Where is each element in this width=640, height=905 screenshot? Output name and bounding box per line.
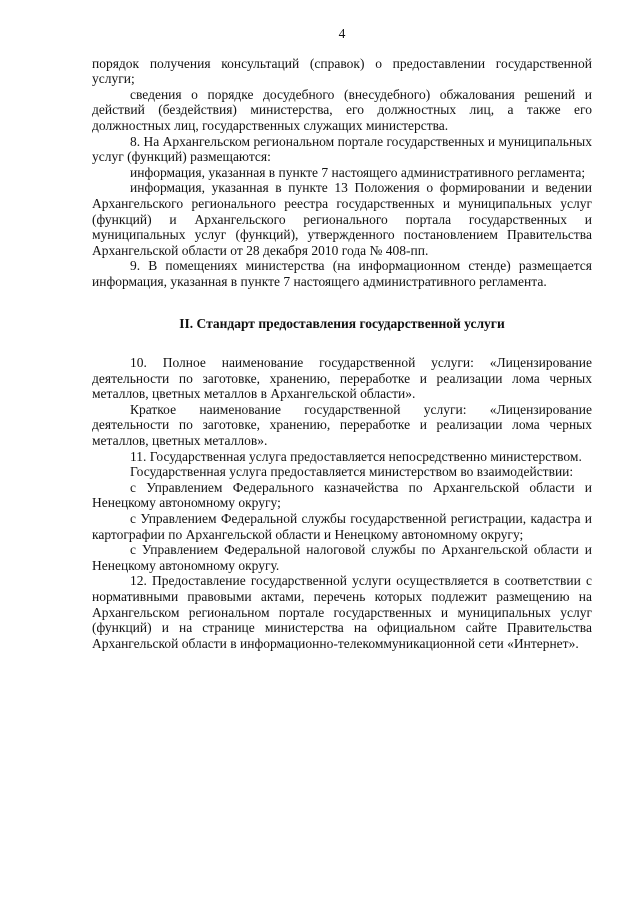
paragraph-appeal-info: сведения о порядке досудебного (внесудебного) обжалования решений и действий (бездействия) министерства, его должностных лиц, а также его должностных лиц, государственных служащих министерства. [92, 86, 592, 133]
paragraph-12: 12. Предоставление государственной услуги осуществляется в соответствии с нормативными правовыми актами, перечень которых подлежит размещению на Архангельском региональном портале государственных и муниципальных услуг (функций) и на странице министерства на официальном сайте Правительства Архангельской области в информационно-телекоммуникационной сети «Интернет». [92, 573, 592, 651]
paragraph-10-short-name: Краткое наименование государственной услуги: «Лицензирование деятельности по заготовке, хранению, переработке и реализации лома черных металлов, цветных металлов». [92, 401, 592, 449]
page-number: 4 [338, 26, 346, 41]
paragraph-11: 11. Государственная услуга предоставляется непосредственно министерством. [130, 448, 582, 464]
section-heading: II. Стандарт предоставления государственной услуги [179, 315, 505, 331]
paragraph-11-interaction: Государственная услуга предоставляется министерством во взаимодействии: [130, 464, 574, 480]
paragraph-8-item-2: информация, указанная в пункте 13 Положения о формировании и ведении Архангельского регионального реестра государственных и муниципальных услуг (функций) и Архангельского регионального портала государственных и муниципальных услуг (функций), утвержденного постановлением Правительства Архангельской области от 28 декабря 2010 года № 408-пп. [92, 180, 592, 258]
paragraph-11-treasury: с Управлением Федерального казначейства по Архангельской области и Ненецкому автономному округу; [92, 479, 592, 511]
paragraph-consultations: порядок получения консультаций (справок) о предоставлении государственной услуги; [92, 55, 592, 87]
document-page [92, 26, 592, 651]
paragraph-9: 9. В помещениях министерства (на информационном стенде) размещается информация, указанная в пункте 7 настоящего административного регламента. [92, 258, 592, 289]
paragraph-11-registry: с Управлением Федеральной службы государственной регистрации, кадастра и картографии по Архангельской области и Ненецкому автономному округу; [92, 511, 592, 542]
paragraph-8: 8. На Архангельском региональном портале государственных и муниципальных услуг (функций) размещаются: [92, 133, 592, 165]
paragraph-11-tax: с Управлением Федеральной налоговой службы по Архангельской области и Ненецкому автономному округу. [92, 542, 592, 573]
paragraph-8-item-1: информация, указанная в пункте 7 настоящего административного регламента; [130, 164, 586, 180]
paragraph-10-full-name: 10. Полное наименование государственной услуги: «Лицензирование деятельности по заготовке, хранению, переработке и реализации лома черных металлов, цветных металлов в Архангельской области». [92, 355, 592, 402]
